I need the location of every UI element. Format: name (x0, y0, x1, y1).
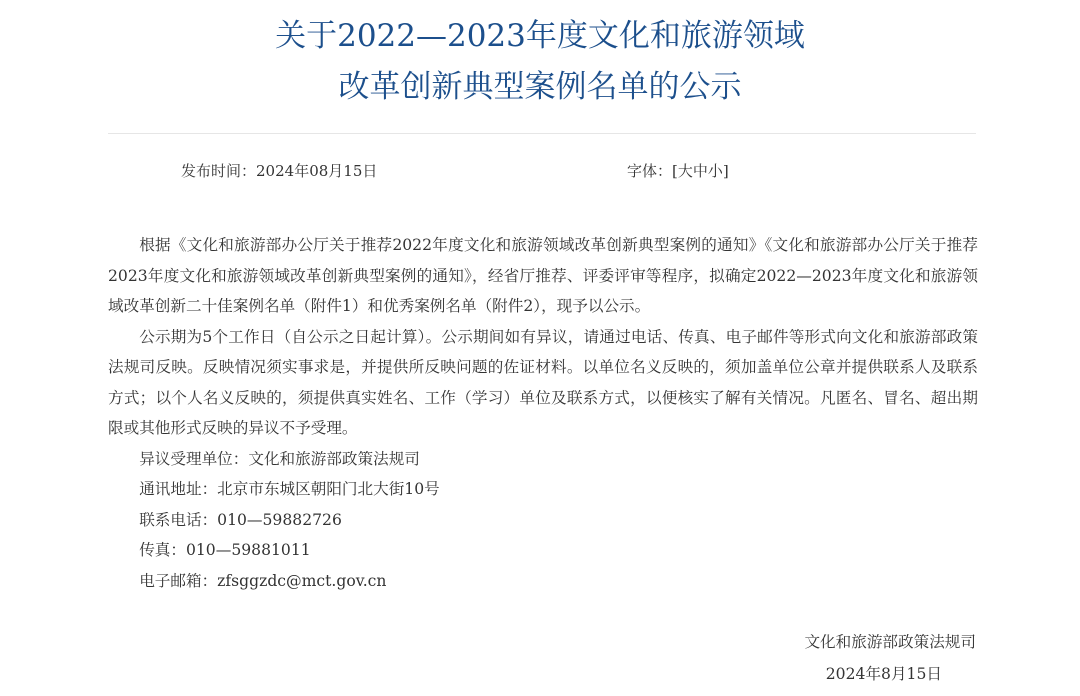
mailing-address: 通讯地址：北京市东城区朝阳门北大街10号 (139, 480, 440, 498)
paragraph-basis: 根据《文化和旅游部办公厅关于推荐2022年度文化和旅游领域改革创新典型案例的通知》《文化和旅游部办公厅关于推荐2023年度文化和旅游领域改革创新典型案例的通知》，经省厅推荐、评委评审等程序，拟确定2022—2023年度文化和旅游领域改革创新二十佳案例名单（附件1）和优秀案例名单（附件2），现予以公示。 (108, 236, 978, 315)
title-divider (108, 133, 976, 134)
publish-label: 发布时间： (181, 162, 257, 180)
font-size-label: 字体： (627, 162, 673, 180)
font-medium-button[interactable]: 中 (692, 162, 708, 180)
signature-date: 2024年8月15日 (825, 665, 942, 683)
signature-org: 文化和旅游部政策法规司 (804, 633, 976, 651)
page-title-line-1: 关于2022—2023年度文化和旅游领域 (275, 18, 805, 54)
article-body (108, 230, 978, 596)
objection-unit: 异议受理单位：文化和旅游部政策法规司 (139, 449, 420, 468)
font-small-button[interactable]: 小 (707, 162, 723, 180)
font-size-control (627, 160, 729, 182)
font-large-button[interactable]: 大 (677, 162, 693, 180)
publish-info (181, 160, 377, 182)
publish-date: 2024年08月15日 (256, 162, 378, 180)
font-bracket-close: ] (722, 162, 729, 180)
contact-phone: 联系电话：010—59882726 (139, 510, 342, 529)
page-title-line-2: 改革创新典型案例名单的公示 (338, 69, 742, 105)
paragraph-period: 公示期为5个工作日（自公示之日起计算）。公示期间如有异议，请通过电话、传真、电子邮件等形式向文化和旅游部政策法规司反映。反映情况须实事求是，并提供所反映问题的佐证材料。以单位名义反映的，须加盖单位公章并提供联系人及联系方式；以个人名义反映的，须提供真实姓名、工作（学习）单位及联系方式，以便核实了解有关情况。凡匿名、冒名、超出期限或其他形式反映的异议不予受理。 (108, 327, 978, 437)
font-bracket-open: [ (672, 162, 678, 180)
email-address: 电子邮箱：zfsggzdc@mct.gov.cn (139, 571, 387, 590)
fax-number: 传真：010—59881011 (139, 541, 311, 559)
